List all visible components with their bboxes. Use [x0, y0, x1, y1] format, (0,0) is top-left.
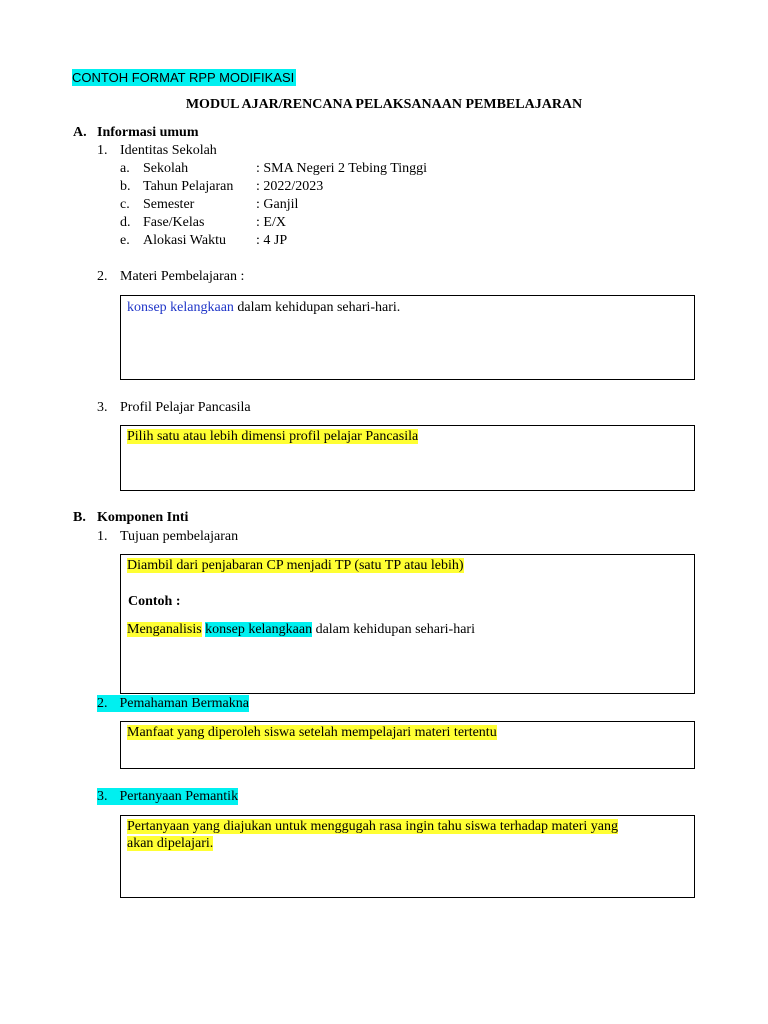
pemahaman-text: Manfaat yang diperoleh siswa setelah mempelajari materi tertentu: [127, 725, 497, 740]
row-value: : Ganjil: [256, 197, 299, 212]
row-key: Semester: [143, 197, 195, 212]
section-a-heading: Informasi umum: [97, 125, 199, 140]
pertanyaan-text-line1: Pertanyaan yang diajukan untuk menggugah rasa ingin tahu siswa terhadap materi yang: [127, 819, 619, 834]
page-title: MODUL AJAR/RENCANA PELAKSANAAN PEMBELAJARAN: [185, 97, 583, 112]
row-value: : SMA Negeri 2 Tebing Tinggi: [256, 161, 428, 176]
row-key: Fase/Kelas: [143, 215, 205, 230]
example-rest: dalam kehidupan sehari-hari: [312, 622, 475, 637]
pertanyaan-label: Pertanyaan Pemantik: [119, 789, 239, 804]
section-a-letter: A.: [73, 125, 87, 140]
pertanyaan-heading: [97, 788, 238, 805]
row-value: : 4 JP: [256, 233, 288, 248]
row-key: Alokasi Waktu: [143, 233, 226, 248]
tujuan-box[interactable]: [120, 554, 695, 694]
contoh-label: Contoh :: [128, 594, 181, 609]
materi-rest: dalam kehidupan sehari-hari.: [233, 300, 401, 315]
item-number: 3.: [97, 400, 108, 415]
item-number: 3.: [97, 789, 108, 804]
example-verb: Menganalisis: [127, 622, 202, 637]
row-key: Sekolah: [143, 161, 189, 176]
materi-box[interactable]: [120, 295, 695, 380]
pemahaman-box[interactable]: [120, 721, 695, 769]
profil-text: Pilih satu atau lebih dimensi profil pelajar Pancasila: [127, 429, 419, 444]
item-number: 2.: [97, 269, 108, 284]
pemahaman-heading: [97, 695, 249, 712]
materi-highlight: konsep kelangkaan: [127, 300, 234, 315]
tujuan-example: [127, 621, 475, 638]
item-number: 2.: [97, 696, 108, 711]
item-number: 1.: [97, 529, 108, 544]
row-value: : E/X: [256, 215, 286, 230]
pemahaman-label: Pemahaman Bermakna: [119, 696, 249, 711]
identitas-label: Identitas Sekolah: [120, 143, 217, 158]
row-letter: a.: [120, 161, 130, 176]
row-letter: b.: [120, 179, 131, 194]
row-key: Tahun Pelajaran: [143, 179, 234, 194]
section-b-heading: Komponen Inti: [97, 510, 189, 525]
row-letter: d.: [120, 215, 131, 230]
row-letter: c.: [120, 197, 130, 212]
item-number: 1.: [97, 143, 108, 158]
pertanyaan-text-line2: akan dipelajari.: [127, 836, 214, 851]
tujuan-instruction: Diambil dari penjabaran CP menjadi TP (satu TP atau lebih): [127, 558, 464, 573]
section-b-letter: B.: [73, 510, 86, 525]
profil-label: Profil Pelajar Pancasila: [120, 400, 251, 415]
format-label: CONTOH FORMAT RPP MODIFIKASI: [72, 70, 295, 85]
row-letter: e.: [120, 233, 130, 248]
example-highlight: konsep kelangkaan: [205, 622, 313, 637]
materi-label: Materi Pembelajaran :: [120, 269, 245, 284]
row-value: : 2022/2023: [256, 179, 324, 194]
materi-text: [127, 299, 400, 316]
tujuan-label: Tujuan pembelajaran: [120, 529, 239, 544]
profil-box[interactable]: [120, 425, 695, 491]
pertanyaan-box[interactable]: [120, 815, 695, 898]
